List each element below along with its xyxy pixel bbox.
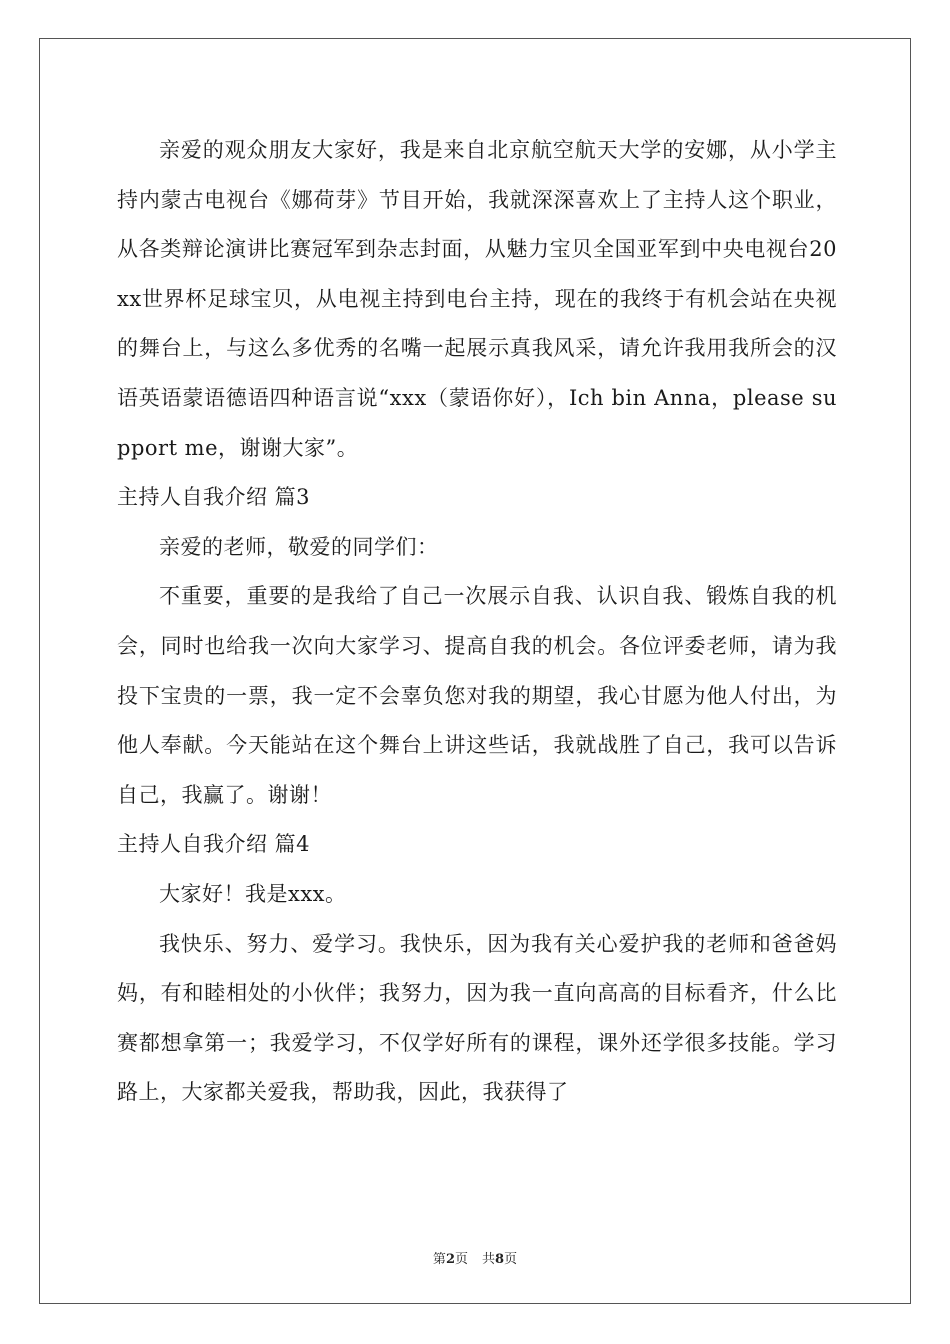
paragraph-happy-study: 我快乐、努力、爱学习。我快乐，因为我有关心爱护我的老师和爸爸妈妈，有和睦相处的小伙伴；我努力，因为我一直向高高的目标看齐，什么比赛都想拿第一；我爱学习，不仅学好所有的课程，课外还学很多技能。学习路上，大家都关爱我，帮助我，因此，我获得了	[117, 931, 837, 1105]
paragraph-self-display: 不重要，重要的是我给了自己一次展示自我、认识自我、锻炼自我的机会，同时也给我一次向大家学习、提高自我的机会。各位评委老师，请为我投下宝贵的一票，我一定不会辜负您对我的期望，我心甘愿为他人付出，为他人奉献。今天能站在这个舞台上讲这些话，我就战胜了自己，我可以告诉自己，我赢了。谢谢！	[117, 584, 837, 807]
document-body	[117, 126, 837, 1118]
page-footer	[0, 1248, 950, 1267]
footer-total-suffix: 页	[504, 1252, 518, 1267]
section-heading-3: 主持人自我介绍 篇3	[117, 485, 311, 510]
section-heading-4: 主持人自我介绍 篇4	[117, 832, 311, 857]
paragraph-hello: 大家好！我是xxx。	[159, 881, 347, 906]
paragraph-greeting: 亲爱的老师，敬爱的同学们：	[159, 534, 439, 559]
footer-page-suffix: 页	[454, 1252, 468, 1267]
footer-page-prefix: 第	[432, 1252, 446, 1267]
footer-page-total: 8	[495, 1252, 505, 1267]
footer-page-current: 2	[445, 1252, 455, 1267]
footer-total-prefix: 共	[482, 1252, 496, 1267]
paragraph-intro-anna: 亲爱的观众朋友大家好，我是来自北京航空航天大学的安娜，从小学主持内蒙古电视台《娜荷芽》节目开始，我就深深喜欢上了主持人这个职业，从各类辩论演讲比赛冠军到杂志封面，从魅力宝贝全国亚军到中央电视台20xx世界杯足球宝贝，从电视主持到电台主持，现在的我终于有机会站在央视的舞台上，与这么多优秀的名嘴一起展示真我风采，请允许我用我所会的汉语英语蒙语德语四种语言说“xxx（蒙语你好），Ich bin Anna，please support me，谢谢大家”。	[117, 138, 837, 460]
